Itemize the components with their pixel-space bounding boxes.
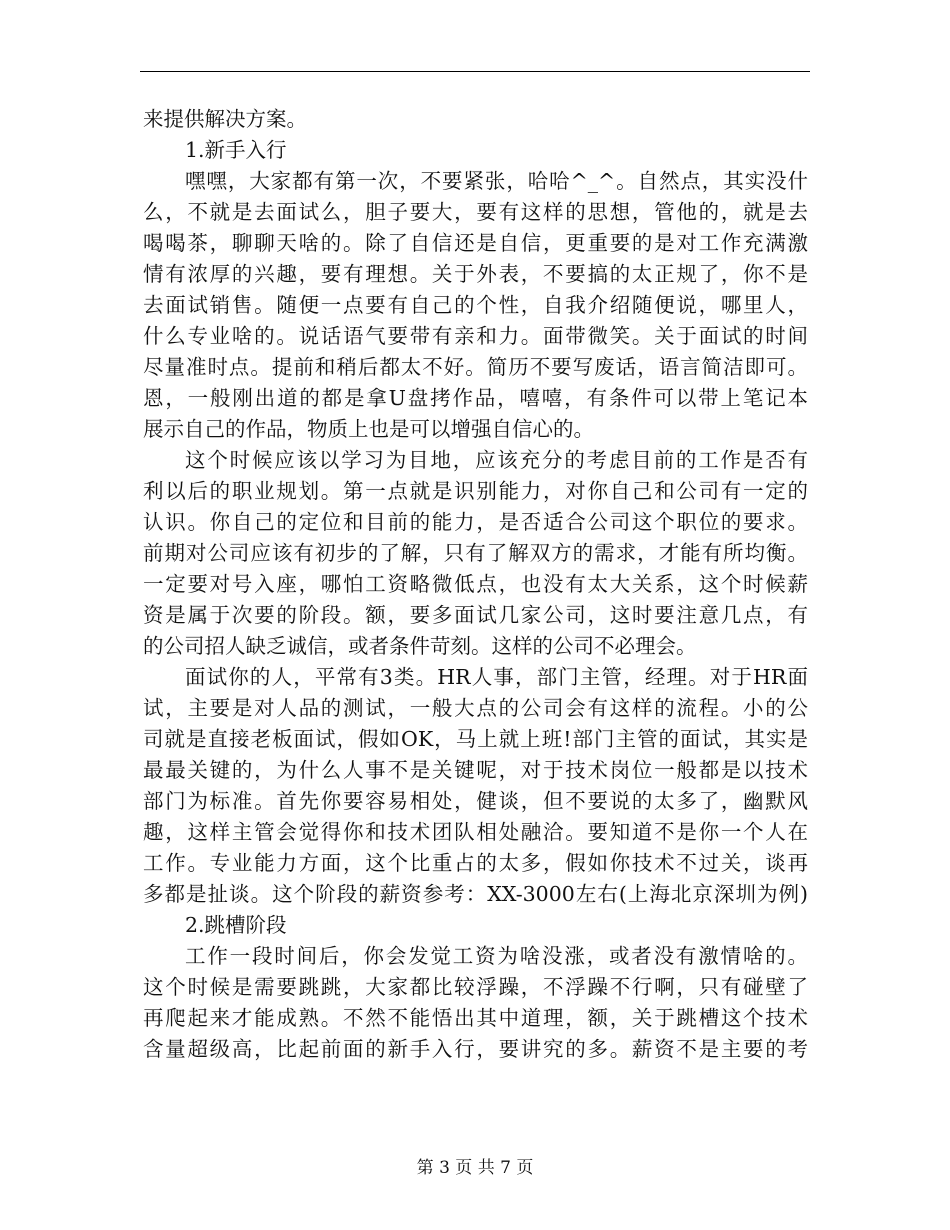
text-line: 这个时候是需要跳跳，大家都比较浮躁，不浮躁不行啊，只有碰壁了 xyxy=(143,975,808,999)
text-line: 多都是扯谈。这个阶段的薪资参考：XX-3000左右(上海北京深圳为例) xyxy=(143,882,808,906)
text-line: 一定要对号入座，哪怕工资略微低点，也没有太大关系，这个时候薪 xyxy=(143,572,808,596)
text-line: 利以后的职业规划。第一点就是识别能力，对你自己和公司有一定的 xyxy=(143,479,808,503)
text-line: 面试你的人，平常有3类。HR人事，部门主管，经理。对于HR面 xyxy=(185,665,808,689)
document-body xyxy=(143,104,808,1065)
text-line: 资是属于次要的阶段。额，要多面试几家公司，这时要注意几点，有 xyxy=(143,603,808,627)
text-line: 去面试销售。随便一点要有自己的个性，自我介绍随便说，哪里人， xyxy=(143,293,808,317)
text-line: 这个时候应该以学习为目地，应该充分的考虑目前的工作是否有 xyxy=(185,448,808,472)
text-line: 趣，这样主管会觉得你和技术团队相处融洽。要知道不是你一个人在 xyxy=(143,820,808,844)
page-number-footer: 第 3 页 共 7 页 xyxy=(416,1158,534,1178)
text-line: 含量超级高，比起前面的新手入行，要讲究的多。薪资不是主要的考 xyxy=(143,1037,808,1061)
text-line: 工作。专业能力方面，这个比重占的太多，假如你技术不过关，谈再 xyxy=(143,851,808,875)
text-line: 司就是直接老板面试，假如OK，马上就上班!部门主管的面试，其实是 xyxy=(143,727,808,751)
text-line: 最最关键的，为什么人事不是关键呢，对于技术岗位一般都是以技术 xyxy=(143,758,808,782)
text-line: 工作一段时间后，你会发觉工资为啥没涨，或者没有激情啥的。 xyxy=(185,944,808,968)
text-line: 尽量准时点。提前和稍后都太不好。简历不要写废话，语言简洁即可。 xyxy=(143,355,808,379)
text-line: 展示自己的作品，物质上也是可以增强自信心的。 xyxy=(143,417,594,441)
text-line: 再爬起来才能成熟。不然不能悟出其中道理，额，关于跳槽这个技术 xyxy=(143,1006,808,1030)
text-line: 认识。你自己的定位和目前的能力，是否适合公司这个职位的要求。 xyxy=(143,510,808,534)
text-line: 喝喝茶，聊聊天啥的。除了自信还是自信，更重要的是对工作充满激 xyxy=(143,231,808,255)
section-heading: 2.跳槽阶段 xyxy=(185,913,287,937)
text-line: 的公司招人缺乏诚信，或者条件苛刻。这样的公司不必理会。 xyxy=(143,634,697,658)
header-rule xyxy=(140,71,810,72)
text-line: 部门为标准。首先你要容易相处，健谈，但不要说的太多了，幽默风 xyxy=(143,789,808,813)
text-line: 么，不就是去面试么，胆子要大，要有这样的思想，管他的，就是去 xyxy=(143,200,808,224)
text-line: 嘿嘿，大家都有第一次，不要紧张，哈哈^_^。自然点，其实没什 xyxy=(185,169,808,193)
section-heading: 1.新手入行 xyxy=(185,138,287,162)
text-line: 试，主要是对人品的测试，一般大点的公司会有这样的流程。小的公 xyxy=(143,696,808,720)
text-line: 什么专业啥的。说话语气要带有亲和力。面带微笑。关于面试的时间 xyxy=(143,324,808,348)
text-line: 恩，一般刚出道的都是拿U盘拷作品，嘻嘻，有条件可以带上笔记本 xyxy=(143,386,808,410)
text-line: 情有浓厚的兴趣，要有理想。关于外表，不要搞的太正规了，你不是 xyxy=(143,262,808,286)
text-line: 来提供解决方案。 xyxy=(143,107,307,131)
text-line: 前期对公司应该有初步的了解，只有了解双方的需求，才能有所均衡。 xyxy=(143,541,808,565)
